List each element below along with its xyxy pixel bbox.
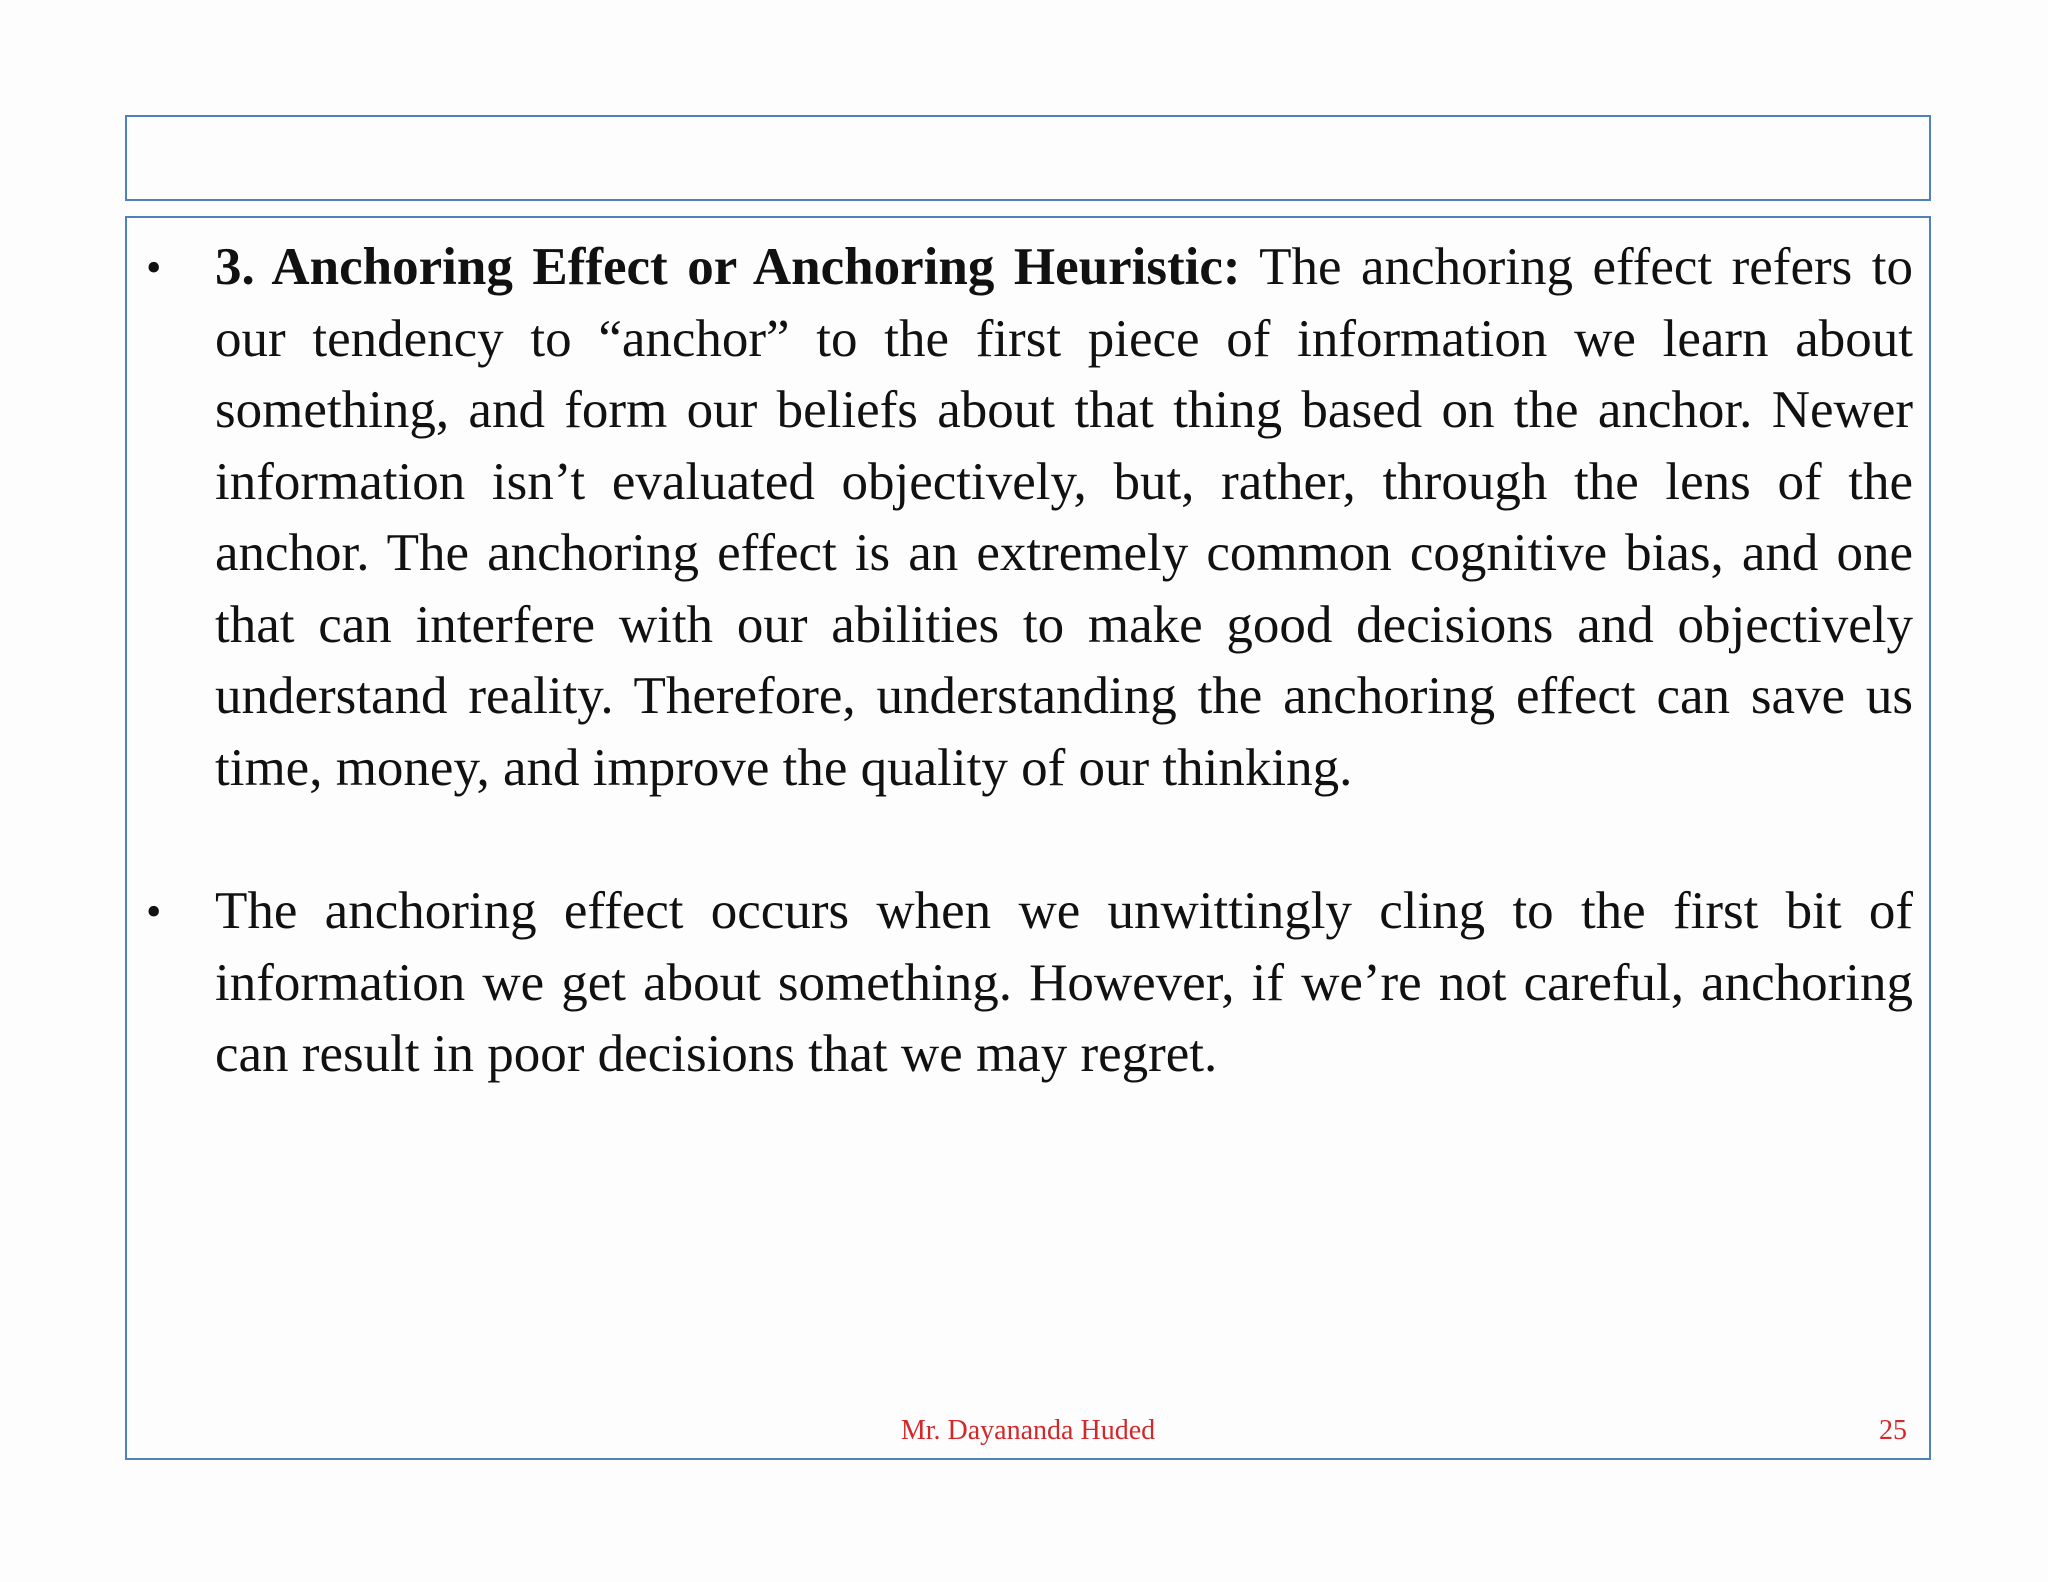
bullet-text: The anchoring effect refers to our tendency to “anchor” to the first piece of information we learn about something, and form our beliefs about that thing based on the anchor. Newer information isn’t evaluated objectively, but, rather, through the lens of the anchor. The anchoring effect is an extremely common cognitive bias, and one that can interfere with our abilities to make good decisions and objectively understand reality. Therefore, understanding the anchoring effect can save us time, money, and improve the quality of our thinking. xyxy=(215,238,1913,797)
slide-content-box xyxy=(125,216,1931,1460)
bullet-list xyxy=(127,232,1933,1091)
bullet-icon: • xyxy=(146,243,162,292)
bullet-item-anchoring-occurrence xyxy=(127,876,1933,1091)
footer-author: Mr. Dayananda Huded xyxy=(900,1415,1156,1446)
bullet-text: The anchoring effect occurs when we unwittingly cling to the first bit of information we get about something. However, if we’re not careful, anchoring can result in poor decisions that we may regret. xyxy=(215,882,1913,1083)
bullet-item-anchoring-definition xyxy=(127,232,1933,804)
bullet-heading: 3. Anchoring Effect or Anchoring Heuristic: xyxy=(215,238,1241,296)
bullet-icon: • xyxy=(146,887,162,936)
slide-title-box xyxy=(125,115,1931,201)
footer-page-number: 25 xyxy=(1879,1415,1907,1446)
